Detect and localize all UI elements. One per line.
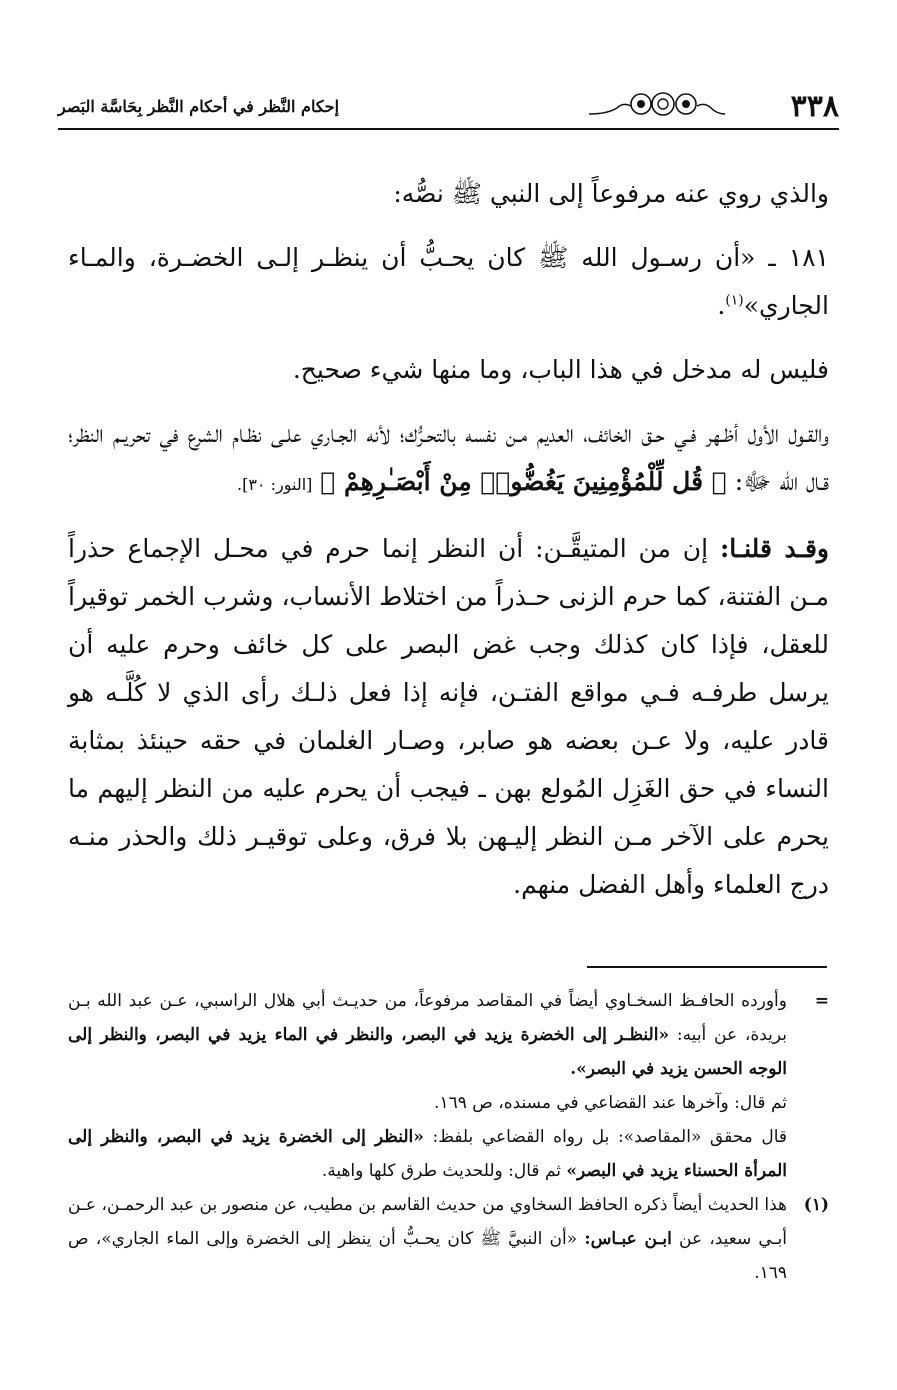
footnote-1-quote: «أن النبيَّ ﷺ كان يحـبُّ أن ينظر إلى الخضرة وإلى الماء الجاري»، ص ١٦٩. xyxy=(68,1229,787,1283)
paragraph-2: ١٨١ ـ «أن رسـول الله ﷺ كان يحـبُّ أن ينظـر إلـى الخضـرة، والمـاء الجاري»$^{(١)}$. xyxy=(68,243,829,320)
continuation-text-a: وأورده الحافـظ السخـاوي أيضاً في المقاصد مرفوعاً، من حديـث أبي هلال الراسبي، عـن عبد الله بـن بريدة، عن أبيه: xyxy=(68,991,787,1045)
footnote-1 xyxy=(68,1188,829,1290)
continuation-paragraph-b: ثم قال: وآخرها عند القضاعي في مسنده، ص ١٦٩. xyxy=(434,1093,787,1113)
page-header xyxy=(58,84,839,130)
footnote-continuation xyxy=(68,984,829,1188)
footnote-1-narrator: ابـن عبـاس: xyxy=(584,1229,672,1249)
paragraph-5 xyxy=(68,525,829,909)
footnote-ref-1: (١) xyxy=(725,292,744,309)
header-ornament-icon xyxy=(587,88,727,122)
paragraph-5-lead: وقـد قلنـا: xyxy=(719,534,829,563)
main-text xyxy=(68,170,829,925)
footnote-1-text: هذا الحديث أيضاً ذكره الحافظ السخاوي من حديث القاسم بن مطيب، عن منصور بن عبد الرحمـن، عـن أبـي سعيد، عن xyxy=(68,1195,788,1249)
quran-verse: ﴿ قُل لِّلْمُؤْمِنِينَ يَغُضُّوا۟ مِنْ أَبْصَـٰرِهِمْ ﴾ xyxy=(320,467,727,496)
running-title: إحكام النَّظر في أحكام النَّظر بِحَاسَّة البَصر xyxy=(58,96,340,116)
page-number: ٣٣٨ xyxy=(790,88,839,124)
continuation-text-c: قال محقق «المقاصد»: بل رواه القضاعي بلفظ: xyxy=(432,1127,788,1147)
paragraph-4-text: والقـول الأول أظـهر فـي حـق الخائف، العديم مـن نفسه بالتحـرُّك؛ لأنه الجـاري علـى نظـام الشرع في تحريـم النظر؛ قـال الله ﷻ: xyxy=(68,419,829,496)
continuation-text-c2: ثم قال: وللحديث طرق كلها واهية. xyxy=(321,1161,561,1181)
continuation-quote-c: «النظر إلى الخضرة يزيد في البصر، والنظر إلى المرأة الحسناء يزيد في البصر» xyxy=(68,1127,787,1181)
paragraph-3: فليس له مدخل في هذا الباب، وما منها شيء صحيح. xyxy=(292,355,829,384)
hadith-181: ١٨١ ـ «أن رسـول الله ﷺ كان يحـبُّ أن ينظـر إلـى الخضـرة، والمـاء الجاري» xyxy=(68,243,829,320)
continuation-paragraph-c xyxy=(68,1120,787,1188)
footnote-1-paragraph xyxy=(68,1188,787,1290)
verse-reference: [النور: ٣٠]. xyxy=(237,475,313,494)
footnote-separator xyxy=(587,966,827,968)
continuation-mark: = xyxy=(814,991,829,1011)
continuation-paragraph-a xyxy=(68,984,787,1086)
paragraph-5-text: إن من المتيقَّـن: أن النظر إنما حرم في محـل الإجماع حذراً مـن الفتنة، كما حرم الزنى حـذراً من اختلاط الأنساب، وشرب الخمر توقيراً للعقل، فإذا كان كذلك وجب غض البصر على كل خائف وحرم عليه أن يرسل طرفـه فـي مواقع الفتـن، فإنه إذا فعل ذلـك رأى الذي لا كُلَّـه هو قادر عليه، ولا عـن بعضه هو صابر، وصـار الغلمان في حقه حينئذ بمثابة النساء في حق الغَزِل المُولع بهن ـ فيجب أن يحرم عليه من النظر إليهم ما يحرم على الآخر مـن النظر إليـهن بلا فرق، وعلى توقيـر ذلك والحذر منـه درج العلماء وأهل الفضل منهم. xyxy=(68,534,829,899)
paragraph-1: والذي روي عنه مرفوعاً إلى النبي ﷺ نصُّه: xyxy=(393,179,829,208)
continuation-quote-a: «النظـر إلى الخضرة يزيد في البصر، والنظر في الماء يزيد في البصر، والنظر إلى الوجه الحسن يزيد في البصر». xyxy=(68,1025,787,1079)
paragraph-4 xyxy=(68,410,829,509)
footnotes xyxy=(68,984,829,1290)
footnote-1-mark: (١) xyxy=(803,1195,829,1215)
